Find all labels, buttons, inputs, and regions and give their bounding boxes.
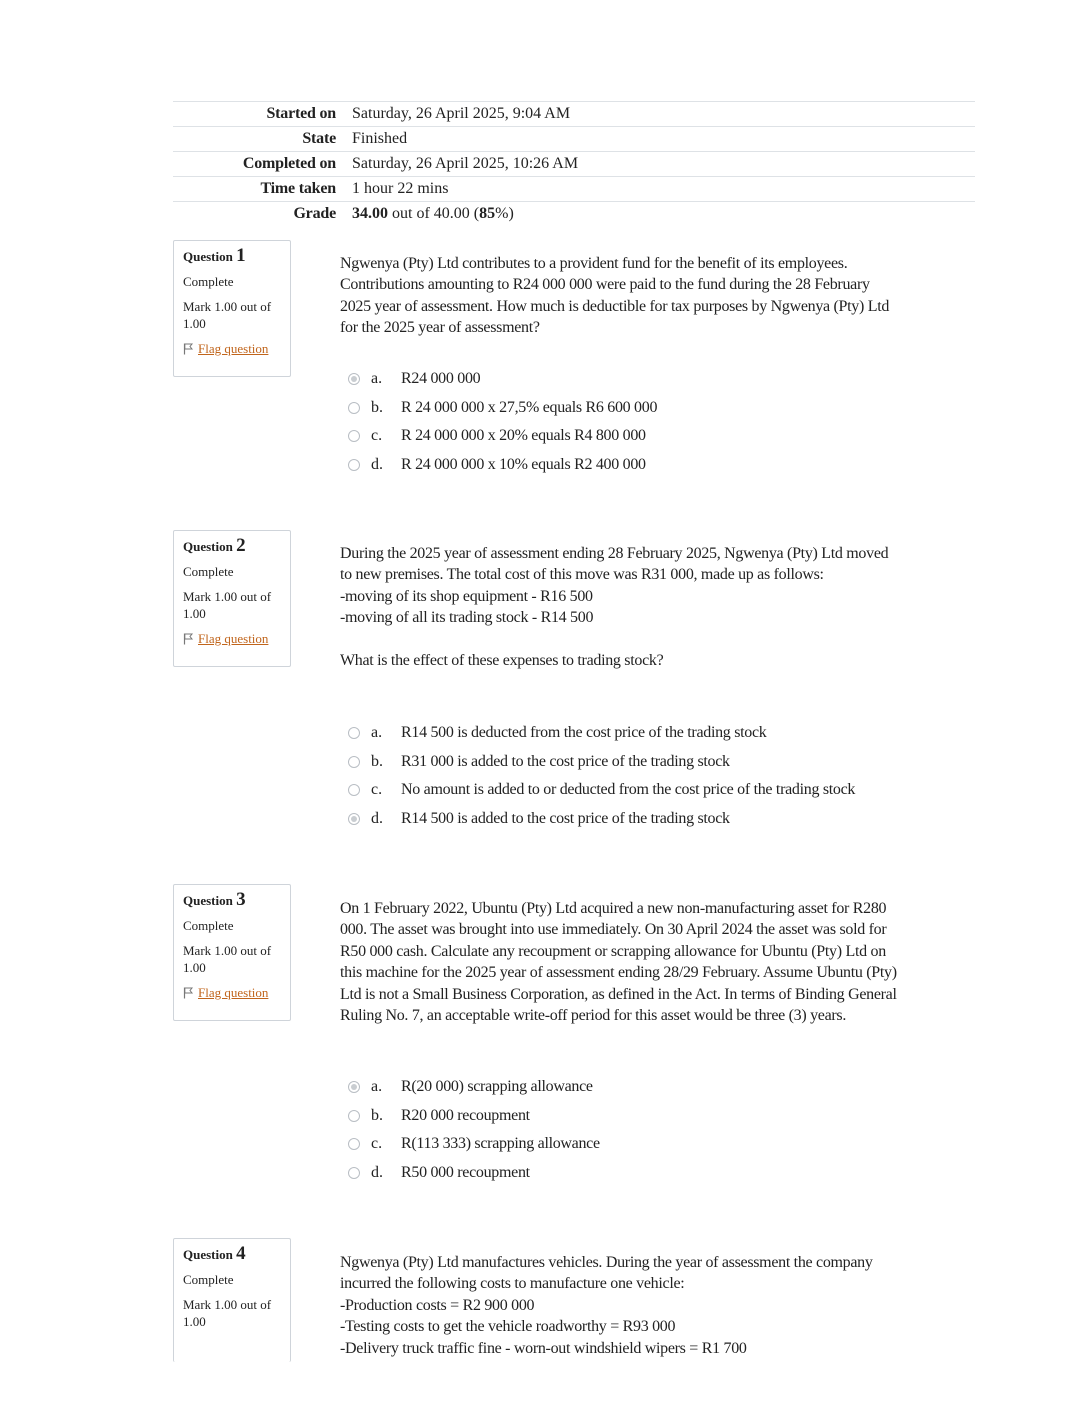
grade-end: %) bbox=[495, 205, 514, 222]
grade-out-of: out of 40.00 ( bbox=[388, 205, 480, 222]
grade-value bbox=[352, 202, 975, 227]
answer-options bbox=[348, 719, 855, 833]
summary-row-grade bbox=[173, 202, 975, 227]
question-paragraph: Ngwenya (Pty) Ltd manufactures vehicles. During the year of assessment the company incurred the following costs to manufacture one vehicle: bbox=[340, 1254, 873, 1293]
radio-button[interactable] bbox=[348, 459, 360, 471]
answer-option[interactable] bbox=[348, 451, 657, 480]
question-paragraph: What is the effect of these expenses to trading stock? bbox=[340, 651, 664, 669]
summary-row-completed bbox=[173, 152, 975, 177]
radio-button-checked[interactable] bbox=[348, 373, 360, 385]
question-paragraph: -Testing costs to get the vehicle roadworthy = R93 000 bbox=[340, 1318, 676, 1336]
answer-text: R(113 333) scrapping allowance bbox=[401, 1135, 600, 1153]
answer-letter: c. bbox=[371, 1135, 383, 1153]
question-number bbox=[183, 1245, 281, 1263]
answer-letter: a. bbox=[371, 1078, 383, 1096]
summary-label: Started on bbox=[173, 102, 352, 127]
summary-value: 1 hour 22 mins bbox=[352, 177, 975, 202]
question-paragraph: During the 2025 year of assessment ending 28 February 2025, Ngwenya (Pty) Ltd moved to new premises. The total cost of this move was R31 000, made up as follows: bbox=[340, 545, 889, 584]
answer-text: R(20 000) scrapping allowance bbox=[401, 1078, 593, 1096]
answer-text: No amount is added to or deducted from the cost price of the trading stock bbox=[401, 781, 856, 799]
radio-button[interactable] bbox=[348, 1110, 360, 1122]
question-info-box bbox=[173, 1238, 291, 1362]
answer-text: R24 000 000 bbox=[401, 370, 481, 388]
answer-letter: d. bbox=[371, 809, 383, 827]
answer-letter: d. bbox=[371, 1163, 383, 1181]
answer-text: R31 000 is added to the cost price of the trading stock bbox=[401, 752, 730, 770]
flag-question-link[interactable] bbox=[183, 984, 281, 1001]
radio-button[interactable] bbox=[348, 784, 360, 796]
question-text bbox=[340, 898, 900, 1026]
answer-letter: c. bbox=[371, 781, 383, 799]
answer-text: R 24 000 000 x 27,5% equals R6 600 000 bbox=[401, 398, 658, 416]
answer-option[interactable] bbox=[348, 394, 657, 423]
question-mark: Mark 1.00 out of 1.00 bbox=[183, 1297, 272, 1329]
answer-options bbox=[348, 365, 657, 479]
attempt-summary-table bbox=[173, 101, 975, 226]
answer-option[interactable] bbox=[348, 1073, 600, 1102]
answer-option[interactable] bbox=[348, 1130, 600, 1159]
summary-label: State bbox=[173, 127, 352, 152]
answer-letter: b. bbox=[371, 398, 383, 416]
summary-label: Time taken bbox=[173, 177, 352, 202]
answer-option[interactable] bbox=[348, 1102, 600, 1131]
flag-question-link[interactable] bbox=[183, 630, 281, 647]
question-paragraph: -Production costs = R2 900 000 bbox=[340, 1296, 535, 1314]
flag-question-link[interactable] bbox=[183, 340, 281, 357]
flag-question-label: Flag question bbox=[198, 631, 269, 646]
question-info-box bbox=[173, 240, 291, 377]
summary-value: Saturday, 26 April 2025, 9:04 AM bbox=[352, 102, 975, 127]
question-paragraph: Ngwenya (Pty) Ltd contributes to a provident fund for the benefit of its employees. Contributions amounting to R24 000 000 were paid to the fund during the 28 February 2025 year of assessment. How much is deductible for tax purposes by Ngwenya (Pty) Ltd for the 2025 year of assessment? bbox=[340, 255, 890, 337]
question-mark: Mark 1.00 out of 1.00 bbox=[183, 589, 272, 621]
question-prefix: Question bbox=[183, 1247, 233, 1262]
flag-icon bbox=[183, 987, 194, 999]
radio-button[interactable] bbox=[348, 727, 360, 739]
answer-text: R 24 000 000 x 20% equals R4 800 000 bbox=[401, 427, 646, 445]
question-prefix: Question bbox=[183, 539, 233, 554]
answer-text: R20 000 recoupment bbox=[401, 1106, 530, 1124]
summary-row-started bbox=[173, 102, 975, 127]
answer-option[interactable] bbox=[348, 719, 855, 748]
radio-button[interactable] bbox=[348, 430, 360, 442]
question-info-box bbox=[173, 884, 291, 1021]
question-number bbox=[183, 891, 281, 909]
flag-icon bbox=[183, 633, 194, 645]
answer-option[interactable] bbox=[348, 365, 657, 394]
question-paragraph: -moving of all its trading stock - R14 500 bbox=[340, 609, 594, 627]
question-status: Complete bbox=[183, 918, 234, 933]
grade-score: 34.00 bbox=[352, 205, 388, 222]
question-status: Complete bbox=[183, 274, 234, 289]
flag-question-label: Flag question bbox=[198, 985, 269, 1000]
answer-text: R50 000 recoupment bbox=[401, 1163, 530, 1181]
question-text bbox=[340, 543, 900, 671]
question-mark: Mark 1.00 out of 1.00 bbox=[183, 943, 272, 975]
summary-row-time bbox=[173, 177, 975, 202]
summary-label: Grade bbox=[173, 202, 352, 227]
question-spacer bbox=[340, 629, 900, 650]
answer-option[interactable] bbox=[348, 748, 855, 777]
answer-option[interactable] bbox=[348, 805, 855, 834]
answer-text: R14 500 is added to the cost price of the trading stock bbox=[401, 809, 730, 827]
flag-question-label: Flag question bbox=[198, 341, 269, 356]
answer-letter: b. bbox=[371, 1106, 383, 1124]
flag-icon bbox=[183, 343, 194, 355]
question-paragraph: -Delivery truck traffic fine - worn-out windshield wipers = R1 700 bbox=[340, 1339, 747, 1357]
summary-value: Saturday, 26 April 2025, 10:26 AM bbox=[352, 152, 975, 177]
radio-button[interactable] bbox=[348, 1167, 360, 1179]
radio-button-checked[interactable] bbox=[348, 813, 360, 825]
answer-letter: a. bbox=[371, 370, 383, 388]
answer-option[interactable] bbox=[348, 1159, 600, 1188]
grade-percent: 85 bbox=[479, 205, 496, 222]
answer-letter: b. bbox=[371, 752, 383, 770]
question-status: Complete bbox=[183, 564, 234, 579]
question-text bbox=[340, 253, 900, 339]
answer-text: R14 500 is deducted from the cost price of the trading stock bbox=[401, 724, 767, 742]
answer-text: R 24 000 000 x 10% equals R2 400 000 bbox=[401, 455, 646, 473]
question-number bbox=[183, 247, 281, 265]
question-prefix: Question bbox=[183, 893, 233, 908]
answer-option[interactable] bbox=[348, 776, 855, 805]
answer-letter: c. bbox=[371, 427, 383, 445]
answer-options bbox=[348, 1073, 600, 1187]
question-number bbox=[183, 537, 281, 555]
answer-option[interactable] bbox=[348, 422, 657, 451]
question-number-value: 2 bbox=[236, 535, 246, 556]
question-paragraph: -moving of its shop equipment - R16 500 bbox=[340, 587, 593, 605]
question-number-value: 1 bbox=[236, 245, 246, 266]
question-status: Complete bbox=[183, 1272, 234, 1287]
radio-button[interactable] bbox=[348, 1138, 360, 1150]
summary-value: Finished bbox=[352, 127, 975, 152]
question-number-value: 4 bbox=[236, 1243, 246, 1264]
radio-button[interactable] bbox=[348, 756, 360, 768]
summary-label: Completed on bbox=[173, 152, 352, 177]
question-number-value: 3 bbox=[236, 889, 246, 910]
answer-letter: d. bbox=[371, 455, 383, 473]
question-mark: Mark 1.00 out of 1.00 bbox=[183, 299, 272, 331]
question-prefix: Question bbox=[183, 249, 233, 264]
answer-letter: a. bbox=[371, 724, 383, 742]
question-paragraph: On 1 February 2022, Ubuntu (Pty) Ltd acquired a new non-manufacturing asset for R280 000. The asset was brought into use immediately. On 30 April 2024 the asset was sold for R50 000 cash. Calculate any recoupment or scrapping allowance for Ubuntu (Pty) Ltd on this machine for the 2025 year of assessment ending 28/29 February. Assume Ubuntu (Pty) Ltd is not a Small Business Corporation, as defined in the Act. In terms of Binding General Ruling No. 7, an acceptable write-off period for this asset would be three (3) years. bbox=[340, 900, 897, 1025]
question-info-box bbox=[173, 530, 291, 667]
radio-button[interactable] bbox=[348, 402, 360, 414]
radio-button-checked[interactable] bbox=[348, 1081, 360, 1093]
question-text bbox=[340, 1252, 900, 1359]
summary-row-state bbox=[173, 127, 975, 152]
